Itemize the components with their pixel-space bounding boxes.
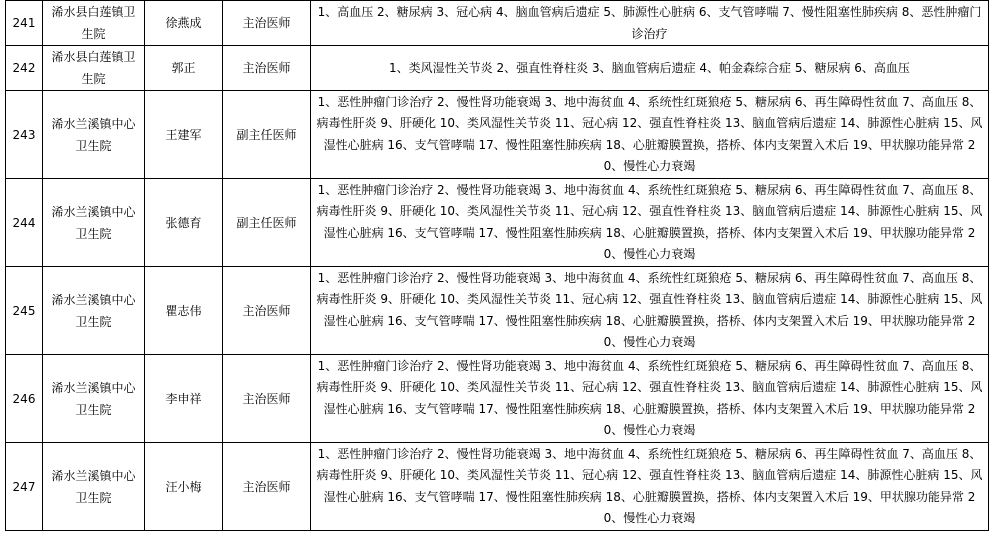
institution-cell: 浠水兰溪镇中心卫生院 — [43, 443, 145, 531]
doctor-name-cell: 瞿志伟 — [145, 267, 223, 355]
doctor-name-cell: 汪小梅 — [145, 443, 223, 531]
disease-list-cell: 1、恶性肿瘤门诊治疗 2、慢性肾功能衰竭 3、地中海贫血 4、系统性红斑狼疮 5、糖尿病 6、再生障碍性贫血 7、高血压 8、病毒性肝炎 9、肝硬化 10、类风湿性关节炎 11、冠心病 12、强直性脊柱炎 13、脑血管病后遗症 14、肺源性心脏病 15、风湿性心脏病 16、支气管哮喘 17、慢性阻塞性肺疾病 18、心脏瓣膜置换，搭桥、体内支架置入术后 19、甲状腺功能异常 20、慢性心力衰竭 — [311, 91, 989, 179]
disease-list-cell: 1、恶性肿瘤门诊治疗 2、慢性肾功能衰竭 3、地中海贫血 4、系统性红斑狼疮 5、糖尿病 6、再生障碍性贫血 7、高血压 8、病毒性肝炎 9、肝硬化 10、类风湿性关节炎 11、冠心病 12、强直性脊柱炎 13、脑血管病后遗症 14、肺源性心脏病 15、风湿性心脏病 16、支气管哮喘 17、慢性阻塞性肺疾病 18、心脏瓣膜置换，搭桥、体内支架置入术后 19、甲状腺功能异常 20、慢性心力衰竭 — [311, 179, 989, 267]
institution-cell: 浠水兰溪镇中心卫生院 — [43, 355, 145, 443]
institution-cell: 浠水县白莲镇卫生院 — [43, 46, 145, 91]
row-number: 245 — [6, 267, 43, 355]
job-title-cell: 主治医师 — [223, 267, 311, 355]
row-number: 247 — [6, 443, 43, 531]
disease-list-cell: 1、高血压 2、糖尿病 3、冠心病 4、脑血管病后遗症 5、肺源性心脏病 6、支气管哮喘 7、慢性阻塞性肺疾病 8、恶性肿瘤门诊治疗 — [311, 1, 989, 46]
disease-list-cell: 1、类风湿性关节炎 2、强直性脊柱炎 3、脑血管病后遗症 4、帕金森综合症 5、糖尿病 6、高血压 — [311, 46, 989, 91]
institution-cell: 浠水兰溪镇中心卫生院 — [43, 91, 145, 179]
table-row — [6, 91, 989, 179]
row-number: 246 — [6, 355, 43, 443]
job-title-cell: 副主任医师 — [223, 91, 311, 179]
disease-list-cell: 1、恶性肿瘤门诊治疗 2、慢性肾功能衰竭 3、地中海贫血 4、系统性红斑狼疮 5、糖尿病 6、再生障碍性贫血 7、高血压 8、病毒性肝炎 9、肝硬化 10、类风湿性关节炎 11、冠心病 12、强直性脊柱炎 13、脑血管病后遗症 14、肺源性心脏病 15、风湿性心脏病 16、支气管哮喘 17、慢性阻塞性肺疾病 18、心脏瓣膜置换，搭桥、体内支架置入术后 19、甲状腺功能异常 20、慢性心力衰竭 — [311, 267, 989, 355]
doctor-name-cell: 张德育 — [145, 179, 223, 267]
table-row — [6, 267, 989, 355]
table-row — [6, 355, 989, 443]
job-title-cell: 主治医师 — [223, 443, 311, 531]
table-row — [6, 46, 989, 91]
doctor-name-cell: 王建军 — [145, 91, 223, 179]
disease-list-cell: 1、恶性肿瘤门诊治疗 2、慢性肾功能衰竭 3、地中海贫血 4、系统性红斑狼疮 5、糖尿病 6、再生障碍性贫血 7、高血压 8、病毒性肝炎 9、肝硬化 10、类风湿性关节炎 11、冠心病 12、强直性脊柱炎 13、脑血管病后遗症 14、肺源性心脏病 15、风湿性心脏病 16、支气管哮喘 17、慢性阻塞性肺疾病 18、心脏瓣膜置换，搭桥、体内支架置入术后 19、甲状腺功能异常 20、慢性心力衰竭 — [311, 443, 989, 531]
row-number: 244 — [6, 179, 43, 267]
institution-cell: 浠水兰溪镇中心卫生院 — [43, 267, 145, 355]
row-number: 242 — [6, 46, 43, 91]
job-title-cell: 主治医师 — [223, 46, 311, 91]
disease-list-cell: 1、恶性肿瘤门诊治疗 2、慢性肾功能衰竭 3、地中海贫血 4、系统性红斑狼疮 5、糖尿病 6、再生障碍性贫血 7、高血压 8、病毒性肝炎 9、肝硬化 10、类风湿性关节炎 11、冠心病 12、强直性脊柱炎 13、脑血管病后遗症 14、肺源性心脏病 15、风湿性心脏病 16、支气管哮喘 17、慢性阻塞性肺疾病 18、心脏瓣膜置换，搭桥、体内支架置入术后 19、甲状腺功能异常 20、慢性心力衰竭 — [311, 355, 989, 443]
table-row — [6, 179, 989, 267]
job-title-cell: 主治医师 — [223, 1, 311, 46]
doctor-name-cell: 郭正 — [145, 46, 223, 91]
job-title-cell: 主治医师 — [223, 355, 311, 443]
doctor-table — [5, 0, 989, 531]
institution-cell: 浠水县白莲镇卫生院 — [43, 1, 145, 46]
row-number: 243 — [6, 91, 43, 179]
job-title-cell: 副主任医师 — [223, 179, 311, 267]
table-row — [6, 443, 989, 531]
table-row — [6, 1, 989, 46]
row-number: 241 — [6, 1, 43, 46]
document-page — [5, 0, 988, 531]
doctor-name-cell: 李申祥 — [145, 355, 223, 443]
doctor-name-cell: 徐燕成 — [145, 1, 223, 46]
institution-cell: 浠水兰溪镇中心卫生院 — [43, 179, 145, 267]
